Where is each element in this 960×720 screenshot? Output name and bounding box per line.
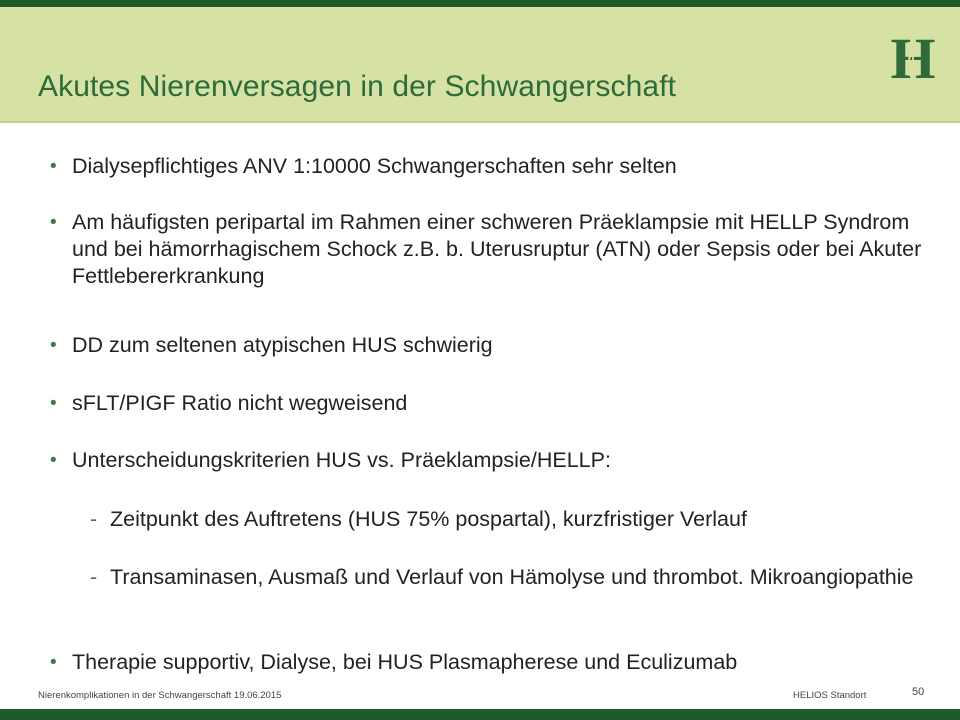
dash-marker: - xyxy=(90,565,98,589)
bullet-marker: • xyxy=(50,335,57,356)
footer-presentation-info: Nierenkomplikationen in der Schwangerschaft 19.06.2015 xyxy=(38,690,282,701)
bullet-text: Unterscheidungskriterien HUS vs. Präeklampsie/HELLP: xyxy=(72,448,611,472)
bullet-text: Am häufigsten peripartal im Rahmen einer schweren Präeklampsie mit HELLP Syndrom und bei hämorrhagischem Schock z.B. b. Uterusruptur (ATN) oder Sepsis oder bei Akuter Fettlebererkrankung xyxy=(72,210,922,288)
top-border-bar xyxy=(0,0,960,7)
bullet-text: Therapie supportiv, Dialyse, bei HUS Plasmapherese und Eculizumab xyxy=(72,650,738,674)
footer-location: HELIOS Standort xyxy=(793,690,867,701)
bullet-text: Dialysepflichtiges ANV 1:10000 Schwangerschaften sehr selten xyxy=(72,154,677,178)
sub-bullet-text: Transaminasen, Ausmaß und Verlauf von Hämolyse und thrombot. Mikroangiopathie xyxy=(110,565,914,589)
header-divider xyxy=(0,121,960,123)
sub-bullet-text: Zeitpunkt des Auftretens (HUS 75% pospartal), kurzfristiger Verlauf xyxy=(110,507,747,531)
bullet-marker: • xyxy=(50,652,57,673)
bullet-marker: • xyxy=(50,212,57,233)
helios-logo xyxy=(885,26,941,86)
bullet-marker: • xyxy=(50,156,57,177)
bottom-border-bar xyxy=(0,709,960,720)
page-number: 50 xyxy=(912,686,925,698)
dash-marker: - xyxy=(90,507,98,531)
bullet-marker: • xyxy=(50,393,57,414)
bullet-text: sFLT/PIGF Ratio nicht wegweisend xyxy=(72,391,408,415)
bullet-text: DD zum seltenen atypischen HUS schwierig xyxy=(72,333,493,357)
logo-letter: H xyxy=(890,26,936,86)
bullet-marker: • xyxy=(50,450,57,471)
slide-title: Akutes Nierenversagen in der Schwangerschaft xyxy=(38,70,677,103)
